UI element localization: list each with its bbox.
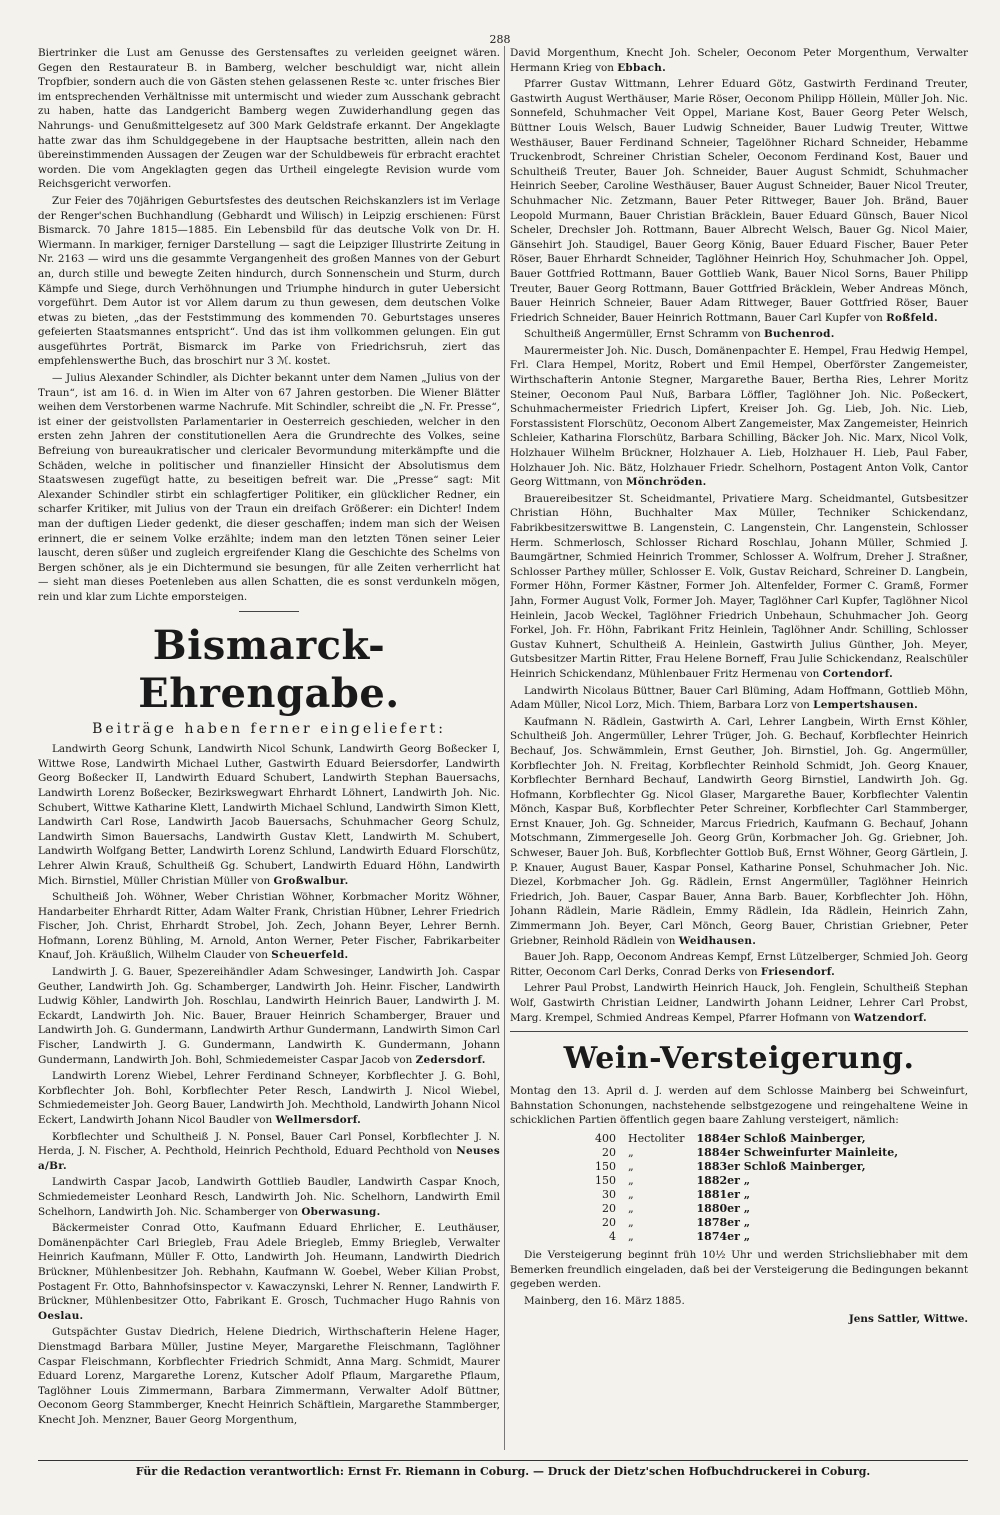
wine-name: 1881er „: [696, 1187, 751, 1201]
wine-qty: 400: [595, 1131, 616, 1145]
wine-qty: 20: [602, 1145, 616, 1159]
donor-place: Lempertshausen.: [813, 699, 919, 712]
wine-name: 1883er Schloß Mainberger,: [696, 1159, 866, 1173]
donor-names: Gutspächter Gustav Diedrich, Helene Diedrich, Wirthschafterin Helene Hager, Dienstmagd Barbara Müller, Justine Meyer, Margarethe Fleischmann, Taglöhner Caspar Fleischmann, Korbflechter Friedrich Schmidt, Anna Marg. Schmidt, Maurer Eduard Lorenz, Margarethe Lorenz, Kutscher Adolf Pflaum, Margarethe Pflaum, Taglöhner Louis Zimmermann, Barbara Zimmermann, Verwalter Adolf Büttner, Oeconom Georg Stammberger, Knecht Heinrich Schäftlein, Margarethe Stammberger, Knecht Joh. Menzner, Bauer Georg Morgenthum,: [38, 1326, 500, 1426]
ehrengabe-subtitle: Beiträge haben ferner eingeliefert:: [92, 720, 446, 737]
donor-place: Cortendorf.: [822, 667, 893, 680]
donor-place: Großwalbur.: [273, 874, 349, 887]
donor-names: Landwirth Nicolaus Büttner, Bauer Carl Blüming, Adam Hoffmann, Gottlieb Möhn, Adam Müller, Nicol Lorz, Mich. Thiem, Barbara Lorz von: [510, 684, 968, 712]
left-column: [38, 46, 500, 1450]
donor-names: Schultheiß Angermüller, Ernst Schramm von: [524, 328, 761, 341]
donor-list: [38, 1069, 500, 1127]
donor-names: Landwirth Caspar Jacob, Landwirth Gottlieb Baudler, Landwirth Caspar Knoch, Schmiedemeister Leonhard Resch, Landwirth Joh. Nic. Schelhorn, Landwirth Emil Schelhorn, Landwirth Joh. Nic. Schamberger von: [38, 1176, 500, 1218]
right-column: [510, 46, 968, 1450]
donor-place: Weidhausen.: [678, 934, 757, 947]
wine-name: 1874er „: [696, 1229, 751, 1243]
wine-unit: „: [628, 1173, 634, 1187]
donor-names: David Morgenthum, Knecht Joh. Scheler, Oeconom Peter Morgenthum, Verwalter Hermann Krieg von: [510, 47, 968, 74]
donor-list: [510, 344, 968, 490]
wine-qty: 4: [609, 1229, 616, 1243]
donor-place: Oeslau.: [38, 1309, 84, 1322]
wine-row: [570, 1202, 904, 1216]
wine-auction-signature: Jens Sattler, Wittwe.: [848, 1313, 968, 1326]
donor-place: Zedersdorf.: [415, 1053, 486, 1066]
donor-place: Mönchröden.: [625, 476, 707, 489]
wine-auction-dateline: Mainberg, den 16. März 1885.: [524, 1294, 685, 1307]
donor-list: [38, 742, 500, 888]
article-bismarck-book: Zur Feier des 70jährigen Geburtsfestes des deutschen Reichskanzlers ist im Verlage der Renger'schen Buchhandlung (Gebhardt und Wilisch) in Leipzig erschienen: Fürst Bismarck. 70 Jahre 1815—1885. Ein Lebensbild für das deutsche Volk von Dr. H. Wiermann. In markiger, ferniger Darstellung — sagt die Leipziger Illustrirte Zeitung in Nr. 2163 — wird uns die gesammte Vergangenheit des großen Mannes von der Geburt an, durch stille und bewegte Zeiten hindurch, durch Sonnenschein und Sturm, durch Kämpfe und Siege, durch Verhöhnungen und Triumphe hindurch in guter Uebersicht vorgeführt. Dem Autor ist vor Allem darum zu thun gewesen, dem deutschen Volke etwas zu bieten, „das der Feststimmung des kommenden 70. Geburtstages unseres gefeierten Staatsmannes entspricht“. Und das ist ihm vollkommen gelungen. Ein gut ausgeführtes Porträt, Bismarck im Parke von Friedrichsruh, ziert das empfehlenswerthe Buch, das broschirt nur 3 ℳ. kostet.: [38, 194, 500, 368]
donor-names: Landwirth Lorenz Wiebel, Lehrer Ferdinand Schneyer, Korbflechter J. G. Bohl, Korbflechter Joh. Bohl, Korbflechter Peter Resch, Landwirth J. Nicol Wiebel, Schmiedemeister Joh. Georg Bauer, Landwirth Joh. Mechthold, Landwirth Johann Nicol Eckert, Landwirth Johann Nicol Baudler von: [38, 1070, 500, 1126]
wine-row: [570, 1146, 904, 1160]
donor-list: [38, 1221, 500, 1323]
wine-unit: „: [628, 1229, 634, 1243]
donor-names: Bauer Joh. Rapp, Oeconom Andreas Kempf, Ernst Lützelberger, Schmied Joh. Georg Ritter, Oeconom Carl Derks, Conrad Derks von: [510, 951, 968, 978]
donor-names: Pfarrer Gustav Wittmann, Lehrer Eduard Götz, Gastwirth Ferdinand Treuter, Gastwirth August Werthäuser, Marie Röser, Oeconom Philipp Höllein, Müller Joh. Nic. Sonnefeld, Schuhmacher Veit Oppel, Mariane Kost, Bauer Georg Peter Welsch, Büttner Louis Welsch, Bauer Ludwig Schneider, Bauer Ludwig Treuter, Wittwe Westhäuser, Bauer Ferdinand Schneier, Tagelöhner Richard Schneider, Hebamme Truckenbrodt, Schreiner Christian Scheler, Oeconom Ferdinand Kost, Bauer und Schultheiß Treuter, Bauer Joh. Schneider, Bauer August Schmidt, Schuhmacher Heinrich Seeber, Caroline Westhäuser, Bauer August Schneider, Bauer Nicol Treuter, Schuhmacher Nic. Zetzmann, Bauer Peter Rittweger, Bauer Joh. Bränd, Bauer Leopold Murmann, Bauer Christian Bräcklein, Bauer Eduard Günsch, Bauer Nicol Scheler, Drechsler Joh. Rottmann, Bauer Albrecht Welsch, Bauer Gg. Nicol Maier, Gänsehirt Joh. Staudigel, Bauer Georg König, Bauer Eduard Fischer, Bauer Peter Röser, Bauer Ehrhardt Schneider, Taglöhner Heinrich Hoy, Schuhmacher Joh. Oppel, Bauer Gottfried Rottmann, Bauer Gottlieb Wank, Bauer Nicol Sorns, Bauer Philipp Treuter, Bauer Georg Rottmann, Bauer Gottfried Bräcklein, Weber Andreas Mönch, Bauer Heinrich Schneier, Bauer Adam Rittweger, Bauer Gottfried Röser, Bauer Friedrich Schneider, Bauer Heinrich Rottmann, Bauer Carl Kupfer von: [510, 78, 968, 324]
wine-row: [570, 1160, 904, 1174]
wine-unit: „: [628, 1215, 634, 1229]
ehrengabe-title: Bismarck-Ehrengabe.: [138, 621, 400, 717]
donor-place: Buchenrod.: [763, 328, 835, 341]
wine-name: 1884er Schweinfurter Mainleite,: [696, 1145, 899, 1159]
wine-list: [570, 1132, 904, 1244]
donor-names: Brauereibesitzer St. Scheidmantel, Privatiere Marg. Scheidmantel, Gutsbesitzer Christian Höhn, Buchhalter Max Müller, Techniker Schickendanz, Fabrikbesitzerswittwe B. Langenstein, C. Langenstein, Chr. Langenstein, Schlosser Herm. Schmerlosch, Schlosser Richard Roschlau, Johann Müller, Schmied J. Baumgärtner, Schmied Heinrich Trommer, Schlosser A. Wolfrum, Dreher J. Straßner, Schlosser Parthey müller, Schlosser E. Volk, Gustav Reichard, Schreiner D. Langbein, Former Höhn, Former Kästner, Former Joh. Altenfelder, Former C. Gramß, Former Jahn, Former August Volk, Former Joh. Mayer, Taglöhner Carl Kupfer, Taglöhner Nicol Heinlein, Jacob Weckel, Taglöhner Friedrich Unbehaun, Schuhmacher Joh. Georg Forkel, Joh. Fr. Höhn, Fabrikant Fritz Heinlein, Taglöhner Andr. Schilling, Schlosser Gustav Kuhnert, Schultheiß A. Heinlein, Gastwirth Julius Günther, Joh. Meyer, Gutsbesitzer Martin Ritter, Frau Helene Borneff, Frau Julie Schickendanz, Realschüler Heinrich Schickendanz, Mühlenbauer Fritz Hermenau von: [510, 492, 968, 680]
wine-auction-title: Wein-Versteigerung.: [563, 1041, 915, 1077]
wine-row: [570, 1174, 904, 1188]
donor-list: [510, 981, 968, 1025]
donor-names: Kaufmann N. Rädlein, Gastwirth A. Carl, Lehrer Langbein, Wirth Ernst Köhler, Schultheiß Joh. Angermüller, Lehrer Trüger, Joh. G. Bechauf, Korbflechter Heinrich Bechauf, Jos. Schwämmlein, Ernst Geuther, Joh. Birnstiel, Joh. Gg. Angermüller, Korbflechter Joh. N. Freitag, Korbflechter Reinhold Schmidt, Joh. Georg Knauer, Korbflechter Bernhard Bechauf, Landwirth Georg Birnstiel, Landwirth Joh. Gg. Hofmann, Korbflechter Gg. Nicol Glaser, Margarethe Bauer, Korbflechter Valentin Mönch, Kaspar Buß, Korbflechter Peter Schreiner, Korbflechter Carl Stammberger, Ernst Knauer, Joh. Gg. Schneider, Marcus Friedrich, Kaufmann G. Bechauf, Johann Motschmann, Zimmergeselle Joh. Georg Grün, Korbmacher Joh. Gg. Griebner, Joh. Schweser, Bauer Joh. Buß, Korbflechter Gottlob Buß, Ernst Wöhner, Georg Gärtlein, J. P. Knauer, August Bauer, Kaspar Ponsel, Katharine Ponsel, Schuhmacher Joh. Nic. Diezel, Korbmacher Joh. Gg. Rädlein, Ernst Angermüller, Taglöhner Heinrich Friedrich, Joh. Bauer, Caspar Bauer, Anna Barb. Bauer, Korbflechter Joh. Höhn, Johann Rädlein, Marie Rädlein, Emmy Rädlein, Ida Rädlein, Heinrich Zahn, Zimmermann Joh. Beyer, Carl Mönch, Georg Bauer, Christian Griebner, Peter Griebner, Reinhold Rädlein von: [510, 715, 968, 947]
donor-names: Korbflechter und Schultheiß J. N. Ponsel, Bauer Carl Ponsel, Korbflechter J. N. Herda, J. N. Fischer, A. Pechthold, Heinrich Pechthold, Eduard Pechthold von: [38, 1130, 500, 1158]
wine-name: 1882er „: [696, 1173, 751, 1187]
article-schindler-obituary: — Julius Alexander Schindler, als Dichter bekannt unter dem Namen „Julius von der Traun“, ist am 16. d. in Wien im Alter von 67 Jahren gestorben. Die Wiener Blätter weihen dem Verstorbenen warme Nachrufe. Mit Schindler, schreibt die „N. Fr. Presse“, ist einer der geistvollsten Parlamentarier in Oesterreich geschieden, welcher in den ersten zehn Jahren der constitutionellen Aera die Grundrechte des Volkes, seine Befreiung von bureaukratischer und clericaler Bevormundung miterkämpfte und die Schäden, welche in politischer und finanzieller Hinsicht der Absolutismus dem Staatswesen zugefügt hatte, zu beseitigen befreit war. Die „Presse“ sagt: Mit Alexander Schindler stirbt ein schlagfertiger Politiker, ein glücklicher Redner, ein scharfer Kritiker, mit Julius von der Traun ein dreifach Größerer: ein Dichter! Indem man der duftigen Lieder gedenkt, die dieser geschaffen; indem man sich der Weisen erinnert, die er seinem Volke erzählte; indem man den letzten Tönen seiner Leier lauscht, deren süßer und zugleich ergreifender Klang die Geschichte des Schelms von Bergen schöner, als je ein Dichtermund sie besungen, für alle Zeiten verherrlicht hat — sieht man dieses Poetenleben aus allen Schatten, die es sonst verdunkeln mögen, rein und klar zum Lichte emporsteigen.: [38, 372, 500, 603]
donor-list: [510, 492, 968, 682]
wine-qty: 20: [602, 1201, 616, 1215]
wine-qty: 30: [602, 1187, 616, 1201]
donor-place: Friesendorf.: [760, 965, 836, 978]
wine-name: 1878er „: [696, 1215, 751, 1229]
donor-names: Schultheiß Joh. Wöhner, Weber Christian Wöhner, Korbmacher Moritz Wöhner, Handarbeiter Ehrhardt Ritter, Adam Walter Frank, Christian Hübner, Lehrer Friedrich Fischer, Joh. Christ, Ehrhardt Strobel, Joh. Zech, Johann Beyer, Lehrer Bernh. Hofmann, Lorenz Bühling, M. Arnold, Anton Werner, Peter Fischer, Fabrikarbeiter Knauf, Joh. Kräußlich, Wilhelm Clauder von: [38, 891, 500, 962]
donor-place: Scheuerfeld.: [271, 949, 349, 962]
wine-name: 1884er Schloß Mainberger,: [696, 1131, 866, 1145]
wine-qty: 150: [595, 1173, 616, 1187]
page-number: 288: [489, 33, 511, 46]
imprint-footer: Für die Redaction verantwortlich: Ernst Fr. Riemann in Coburg. — Druck der Dietz'schen Hofbuchdruckerei in Coburg.: [38, 1460, 968, 1478]
wine-row: [570, 1132, 904, 1146]
donor-place: Wellmersdorf.: [275, 1114, 362, 1126]
donor-place: Roßfeld.: [886, 311, 938, 324]
wine-unit: „: [628, 1201, 634, 1215]
wine-name: 1880er „: [696, 1201, 751, 1215]
donor-place: Neuses a/Br.: [38, 1145, 500, 1172]
wine-unit: „: [628, 1145, 634, 1159]
wine-qty: 20: [602, 1215, 616, 1229]
donor-names: Landwirth Georg Schunk, Landwirth Nicol Schunk, Landwirth Georg Boßecker I, Wittwe Rose, Landwirth Michael Luther, Gastwirth Eduard Beiersdorfer, Landwirth Georg Boßecker II, Landwirth Eduard Schubert, Landwirth Stephan Bauersachs, Landwirth Lorenz Boßecker, Bezirkswegwart Ehrhardt Löhnert, Landwirth Joh. Nic. Schubert, Wittwe Katharine Klett, Landwirth Michael Schlund, Landwirth Simon Klett, Landwirth Carl Rose, Landwirth Jacob Bauersachs, Schuhmacher Georg Schulz, Landwirth Simon Bauersachs, Landwirth Gustav Klett, Landwirth M. Schubert, Landwirth Wolfgang Better, Landwirth Lorenz Schlund, Landwirth Eduard Florschütz, Lehrer Alwin Krauß, Schultheiß Gg. Schubert, Landwirth Eduard Höhn, Landwirth Mich. Birnstiel, Müller Christian Müller von: [38, 743, 500, 887]
wine-auction-closing: Die Versteigerung beginnt früh 10½ Uhr und werden Strichsliebhaber mit dem Bemerken freundlich eingeladen, daß bei der Versteigerung die Bedingungen bekannt gegeben werden.: [510, 1248, 968, 1291]
column-divider: [504, 46, 505, 1450]
donor-place: Ebbach.: [617, 61, 666, 74]
donor-list: [38, 965, 500, 1067]
donor-list: [38, 1325, 500, 1427]
wine-row: [570, 1188, 904, 1202]
donor-list: [510, 77, 968, 325]
wine-unit: „: [628, 1159, 634, 1173]
donor-list: [510, 950, 968, 979]
wine-unit: Hectoliter: [628, 1131, 685, 1145]
donor-names: Landwirth J. G. Bauer, Spezereihändler Adam Schwesinger, Landwirth Joh. Caspar Geuther, Landwirth Joh. Gg. Schamberger, Landwirth Joh. Heinr. Fischer, Landwirth Ludwig Köhler, Landwirth Joh. Roschlau, Landwirth Heinrich Bauer, Landwirth J. M. Eckardt, Landwirth Joh. Nic. Bauer, Brauer Heinrich Schamberger, Brauer und Landwirth Joh. G. Gundermann, Landwirth Arthur Gundermann, Landwirth Simon Carl Fischer, Landwirth J. G. Gundermann, Landwirth K. Gundermann, Johann Gundermann, Landwirth Joh. Bohl, Schmiedemeister Caspar Jacob von: [38, 966, 500, 1066]
wine-row: [570, 1230, 904, 1244]
divider: [239, 611, 299, 612]
wine-qty: 150: [595, 1159, 616, 1173]
donor-list: [510, 684, 968, 713]
wine-unit: „: [628, 1187, 634, 1201]
donor-names: Maurermeister Joh. Nic. Dusch, Domänenpachter E. Hempel, Frau Hedwig Hempel, Frl. Clara Hempel, Moritz, Robert und Emil Hempel, Oberförster Zangemeister, Wirthschafterin Antonie Stegner, Margarethe Bauer, Bertha Ries, Lehrer Moritz Steiner, Oeconom Paul Nuß, Barbara Löffler, Taglöhner Joh. Nic. Poßeckert, Schuhmachermeister Friedrich Lipfert, Kreiser Joh. Gg. Lieb, Joh. Nic. Lieb, Forstassistent Florschütz, Oeconom Albert Zangemeister, Max Zangemeister, Heinrich Schleier, Katharina Florschütz, Barbara Schilling, Bäcker Joh. Nic. Marx, Nicol Volk, Holzhauer Wilhelm Brückner, Holzhauer A. Lieb, Holzhauer H. Lieb, Paul Faber, Holzhauer Joh. Nic. Bätz, Holzhauer Friedr. Schelhorn, Postagent Anton Volk, Cantor Georg Wittmann, von: [510, 344, 968, 489]
wine-auction-text: Montag den 13. April d. J. werden auf dem Schlosse Mainberg bei Schweinfurt, Bahnstation Schonungen, nachstehende selbstgezogene und reingehaltene Weine in schicklichen Partien öffentlich gegen baare Zahlung versteigert, nämlich:: [510, 1085, 968, 1127]
donor-names: Lehrer Paul Probst, Landwirth Heinrich Hauck, Joh. Fenglein, Schultheiß Stephan Wolf, Gastwirth Christian Leidner, Landwirth Johann Leidner, Lehrer Carl Probst, Marg. Krempel, Schmied Andreas Kempel, Pfarrer Hofmann von: [510, 982, 968, 1024]
donor-list: [38, 1175, 500, 1219]
donor-place: Oberwasung.: [301, 1205, 381, 1218]
donor-list: [510, 327, 968, 342]
donor-list: [38, 1130, 500, 1174]
donor-list: [38, 890, 500, 963]
donor-list: [510, 715, 968, 949]
article-beer-case: Biertrinker die Lust am Genusse des Gerstensaftes zu verleiden geeignet wären. Gegen den Restaurateur B. in Bamberg, welcher beschuldigt war, nicht allein Tropfbier, sondern auch die von Gästen stehen gelassenen Reste ꝛc. unter frisches Bier im entsprechenden Verhältnisse mit untermischt und wieder zum Ausschank gebracht zu haben, hatte das Landgericht Bamberg wegen Zuwiderhandlung gegen das Nahrungs- und Genußmittelgesetz auf 300 Mark Geldstrafe erkannt. Der Angeklagte hatte zwar das ihm Schuldgegebene in der Hauptsache bestritten, allein nach den übereinstimmenden Aussagen der Zeugen war der Schuldbeweis für erbracht erachtet worden. Die vom Angeklagten gegen das Urtheil eingelegte Revision wurde vom Reichsgericht verworfen.: [38, 47, 500, 191]
wine-row: [570, 1216, 904, 1230]
donor-names: Bäckermeister Conrad Otto, Kaufmann Eduard Ehrlicher, E. Leuthäuser, Domänenpächter Carl Briegleb, Frau Adele Briegleb, Emmy Briegleb, Verwalter Heinrich Kaufmann, Müller F. Otto, Landwirth Joh. Heumann, Landwirth Diedrich Brückner, Mühlenbesitzer Joh. Rebhahn, Kaufmann W. Goebel, Weber Kilian Probst, Postagent Fr. Otto, Bahnhofsinspector v. Kawaczynski, Lehrer N. Renner, Landwirth F. Brückner, Mühlenbesitzer Otto, Fabrikant E. Grosch, Tuchmacher Hugo Rahnis von: [38, 1222, 500, 1308]
donor-list: [510, 46, 968, 75]
divider: [510, 1031, 968, 1032]
donor-place: Watzendorf.: [853, 1011, 927, 1024]
